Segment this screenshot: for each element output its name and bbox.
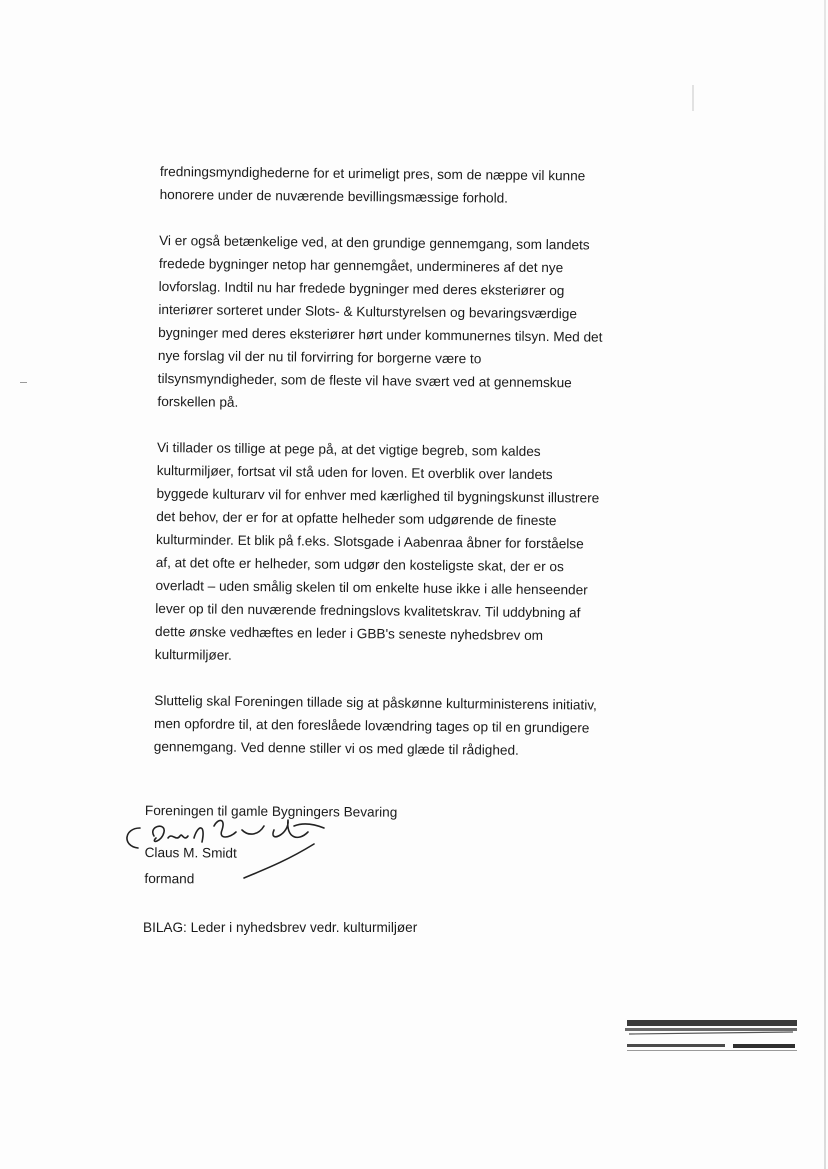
text-line: fredede bygninger netop har gennemgået, undermineres af det nye (158, 255, 564, 276)
text-line: honorere under de nuværende bevillingsmæssige forhold. (159, 186, 509, 206)
text-line: det behov, der er for at opfatte helheder som udgørende de fineste (156, 508, 557, 529)
text-line: tilsynsmyndigheder, som de fleste vil have svært ved at gennemskue (157, 370, 572, 391)
stamp-icon (625, 1018, 800, 1058)
signer-title: formand (144, 870, 195, 887)
text-line: Vi er også betænkelige ved, at den grundige gennemgang, som landets (159, 232, 590, 253)
letter-paragraph (155, 436, 607, 671)
text-line: dette ønske vedhæftes en leder i GBB's seneste nyhedsbrev om (154, 623, 544, 644)
text-line: gennemgang. Ved denne stiller vi os med glæde til rådighed. (153, 738, 519, 758)
text-line: kulturminder. Et blik på f.eks. Slotsgade i Aabenraa åbner for forståelse (155, 531, 584, 552)
letter-paragraph (160, 160, 610, 211)
letter-paragraph (154, 689, 605, 763)
organization-name: Foreningen til gamle Bygningers Bevaring (144, 802, 398, 820)
text-line: byggede kulturarv vil for enhver med kærlighed til bygningskunst illustrere (156, 485, 600, 506)
text-line: bygninger med deres eksteriører hørt under kommunernes tilsyn. Med det (158, 324, 603, 345)
text-line: lovforslag. Indtil nu har fredede bygninger med deres eksteriører og (158, 278, 565, 299)
signer-name: Claus M. Smidt (144, 844, 237, 861)
signature-icon (118, 808, 348, 888)
text-line: interiører sorteret under Slots- & Kulturstyrelsen og bevaringsværdige (158, 301, 578, 322)
text-line: fredningsmyndighederne for et urimeligt pres, som de næppe vil kunne (159, 163, 586, 184)
text-line: overladt – uden smålig skelen til om enkelte huse ikke i alle henseender (155, 577, 588, 598)
letter-body (153, 160, 609, 786)
letter-paragraph (157, 229, 609, 418)
text-line: men opfordre til, at den foreslåede lovændring tages op til en grundigere (154, 715, 590, 736)
text-line: Vi tillader os tillige at pege på, at det vigtige begreb, som kaldes (156, 439, 541, 460)
text-line: forskellen på. (157, 393, 239, 410)
scan-edge (824, 0, 826, 1169)
attachment-note: BILAG: Leder i nyhedsbrev vedr. kulturmiljøer (143, 920, 418, 935)
text-line: kulturmiljøer, fortsat vil stå uden for loven. Et overblik over landets (156, 462, 553, 483)
text-line: Sluttelig skal Foreningen tillade sig at påskønne kulturministerens initiativ, (154, 692, 597, 713)
text-line: lever op til den nuværende fredningslovs kvalitetskrav. Til uddybning af (155, 600, 581, 621)
text-line: kulturmiljøer. (154, 646, 232, 663)
scan-smudge (692, 85, 694, 111)
margin-mark (20, 382, 27, 383)
text-line: af, at det ofte er helheder, som udgør den kosteligste skat, der er os (155, 554, 564, 575)
text-line: nye forslag vil der nu til forvirring for borgerne være to (157, 347, 482, 367)
